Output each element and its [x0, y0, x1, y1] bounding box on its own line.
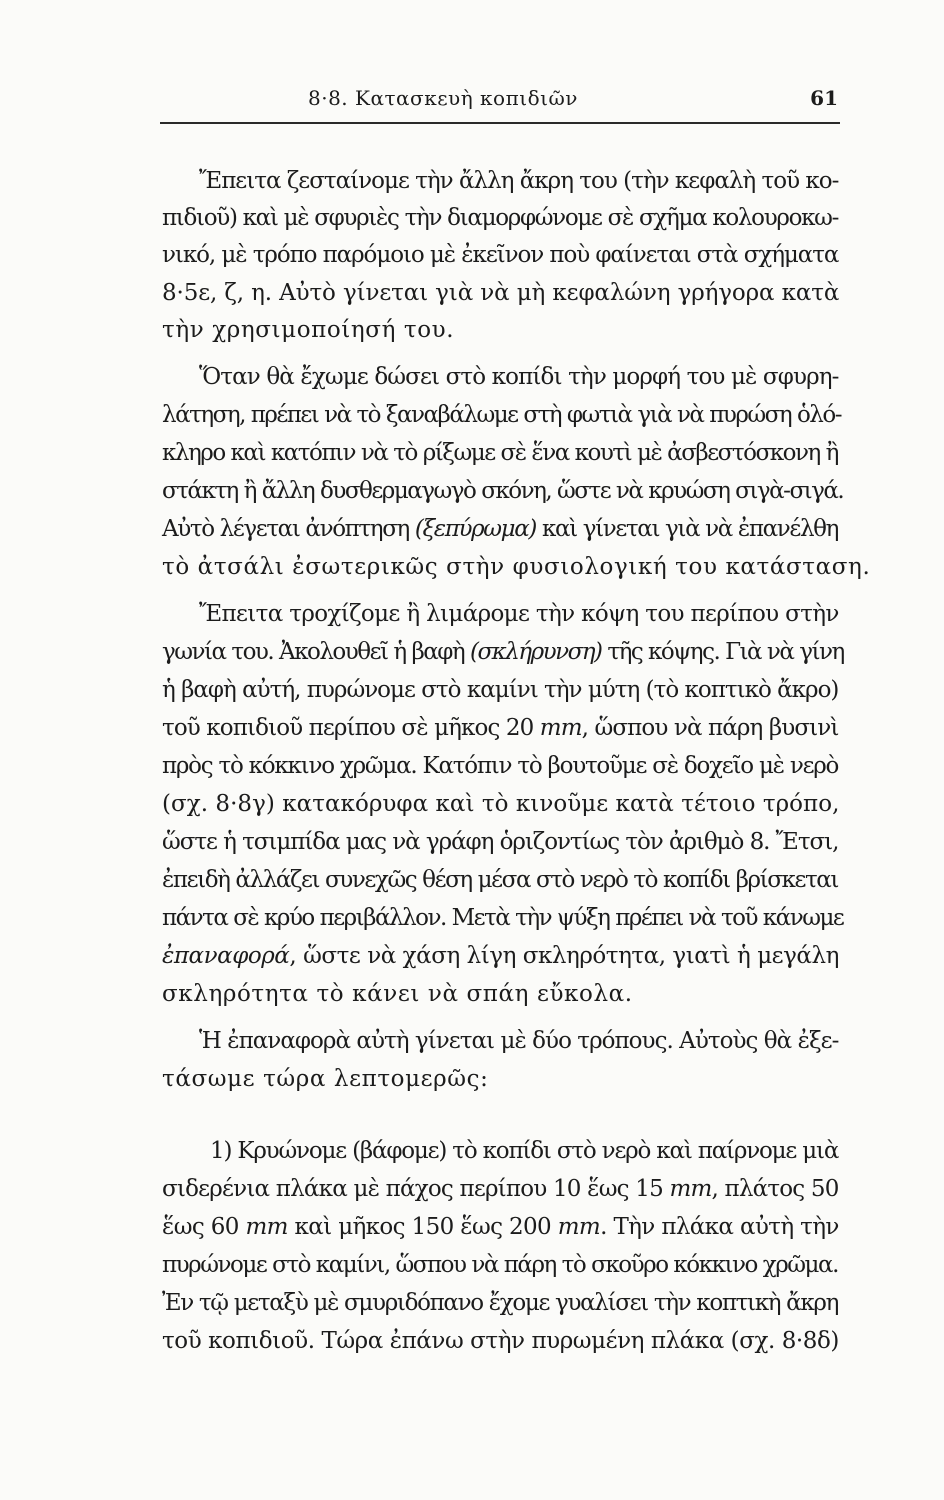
- unit: mm: [557, 1214, 601, 1240]
- unit: mm: [539, 715, 582, 741]
- text-line: Ἔπειτα ζεσταίνομε τὴν ἄλλη ἄκρη του (τὴν κεφαλὴ τοῦ κο-: [199, 168, 839, 194]
- emphasis: (σκλήρυνση): [469, 639, 602, 665]
- text-line: ἐπαναφορά, ὥστε νὰ χάση λίγη σκληρότητα, γιατὶ ἡ μεγάλη: [162, 943, 839, 969]
- text-line: τοῦ κοπιδιοῦ. Τώρα ἐπάνω στὴν πυρωμένη πλάκα (σχ. 8·8δ): [162, 1328, 839, 1354]
- running-head: [160, 80, 840, 120]
- text-line: γωνία του. Ἀκολουθεῖ ἡ βαφὴ (σκλήρυνση) τῆς κόψης. Γιὰ νὰ γίνη: [162, 639, 844, 665]
- text-line: Αὐτὸ λέγεται ἀνόπτηση (ξεπύρωμα) καὶ γίνεται γιὰ νὰ ἐπανέλθη: [162, 516, 839, 542]
- text-line: ἡ βαφὴ αὐτή, πυρώνομε στὸ καμίνι τὴν μύτη (τὸ κοπτικὸ ἄκρο): [162, 677, 839, 703]
- text-line: πρὸς τὸ κόκκινο χρῶμα. Κατόπιν τὸ βουτοῦμε σὲ δοχεῖο μὲ νερὸ: [162, 753, 839, 779]
- text-line: Ὅταν θὰ ἔχωμε δώσει στὸ κοπίδι τὴν μορφή του μὲ σφυρη-: [199, 364, 839, 390]
- unit: mm: [245, 1214, 288, 1240]
- text-line: κληρο καὶ κατόπιν νὰ τὸ ρίξωμε σὲ ἕνα κουτὶ μὲ ἀσβεστόσκονη ἢ: [162, 440, 838, 466]
- text-line: 1) Κρυώνομε (βάφομε) τὸ κοπίδι στὸ νερὸ καὶ παίρνομε μιὰ: [210, 1138, 839, 1164]
- text-line: Ἡ ἐπαναφορὰ αὐτὴ γίνεται μὲ δύο τρόπους. Αὐτοὺς θὰ ἐξε-: [199, 1028, 839, 1054]
- emphasis: (ξεπύρωμα): [414, 516, 537, 542]
- text-line: λάτηση, πρέπει νὰ τὸ ξαναβάλωμε στὴ φωτιὰ γιὰ νὰ πυρώση ὁλό-: [162, 402, 841, 428]
- page-number: 61: [810, 86, 838, 110]
- text-line: τὴν χρησιμοποίησή του.: [162, 317, 455, 343]
- text-line: τοῦ κοπιδιοῦ περίπου σὲ μῆκος 20 mm, ὥσπου νὰ πάρη βυσινὶ: [162, 715, 839, 741]
- text-line: τάσωμε τώρα λεπτομερῶς:: [162, 1066, 489, 1092]
- text-line: νικό, μὲ τρόπο παρόμοιο μὲ ἐκεῖνον ποὺ φαίνεται στὰ σχήματα: [162, 242, 839, 268]
- text-line: ἕως 60 mm καὶ μῆκος 150 ἕως 200 mm. Τὴν πλάκα αὐτὴ τὴν: [162, 1214, 839, 1240]
- unit: mm: [669, 1176, 712, 1202]
- text-line: πάντα σὲ κρύο περιβάλλον. Μετὰ τὴν ψύξη πρέπει νὰ τοῦ κάνωμε: [162, 905, 844, 931]
- text-line: στάκτη ἢ ἄλλη δυσθερμαγωγὸ σκόνη, ὥστε νὰ κρυώση σιγὰ-σιγά.: [162, 478, 844, 504]
- text-line: σκληρότητα τὸ κάνει νὰ σπάη εὔκολα.: [162, 981, 633, 1007]
- emphasis: ἐπαναφορά: [162, 943, 290, 969]
- text-line: ἐπειδὴ ἀλλάζει συνεχῶς θέση μέσα στὸ νερὸ τὸ κοπίδι βρίσκεται: [162, 867, 838, 893]
- text-line: τὸ ἀτσάλι ἐσωτερικῶς στὴν φυσιολογική του κατάσταση.: [162, 554, 871, 580]
- section-title: 8·8. Κατασκευὴ κοπιδιῶν: [308, 86, 578, 110]
- text-line: σιδερένια πλάκα μὲ πάχος περίπου 10 ἕως 15 mm, πλάτος 50: [162, 1176, 839, 1202]
- text-line: πιδιοῦ) καὶ μὲ σφυριὲς τὴν διαμορφώνομε σὲ σχῆμα κολουροκω-: [162, 205, 839, 231]
- text-line: Ἐν τῷ μεταξὺ μὲ σμυριδόπανο ἔχομε γυαλίσει τὴν κοπτικὴ ἄκρη: [162, 1290, 839, 1316]
- text-line: Ἔπειτα τροχίζομε ἢ λιμάρομε τὴν κόψη του περίπου στὴν: [199, 601, 839, 627]
- text-line: (σχ. 8·8γ) κατακόρυφα καὶ τὸ κινοῦμε κατὰ τέτοιο τρόπο,: [162, 791, 840, 817]
- text-line: ὥστε ἡ τσιμπίδα μας νὰ γράφη ὁριζοντίως τὸν ἀριθμὸ 8. Ἔτσι,: [162, 829, 839, 855]
- header-rule: [160, 122, 840, 124]
- text-line: 8·5ε, ζ, η. Αὐτὸ γίνεται γιὰ νὰ μὴ κεφαλώνη γρήγορα κατὰ: [162, 280, 840, 306]
- text-line: πυρώνομε στὸ καμίνι, ὥσπου νὰ πάρη τὸ σκοῦρο κόκκινο χρῶμα.: [162, 1252, 838, 1278]
